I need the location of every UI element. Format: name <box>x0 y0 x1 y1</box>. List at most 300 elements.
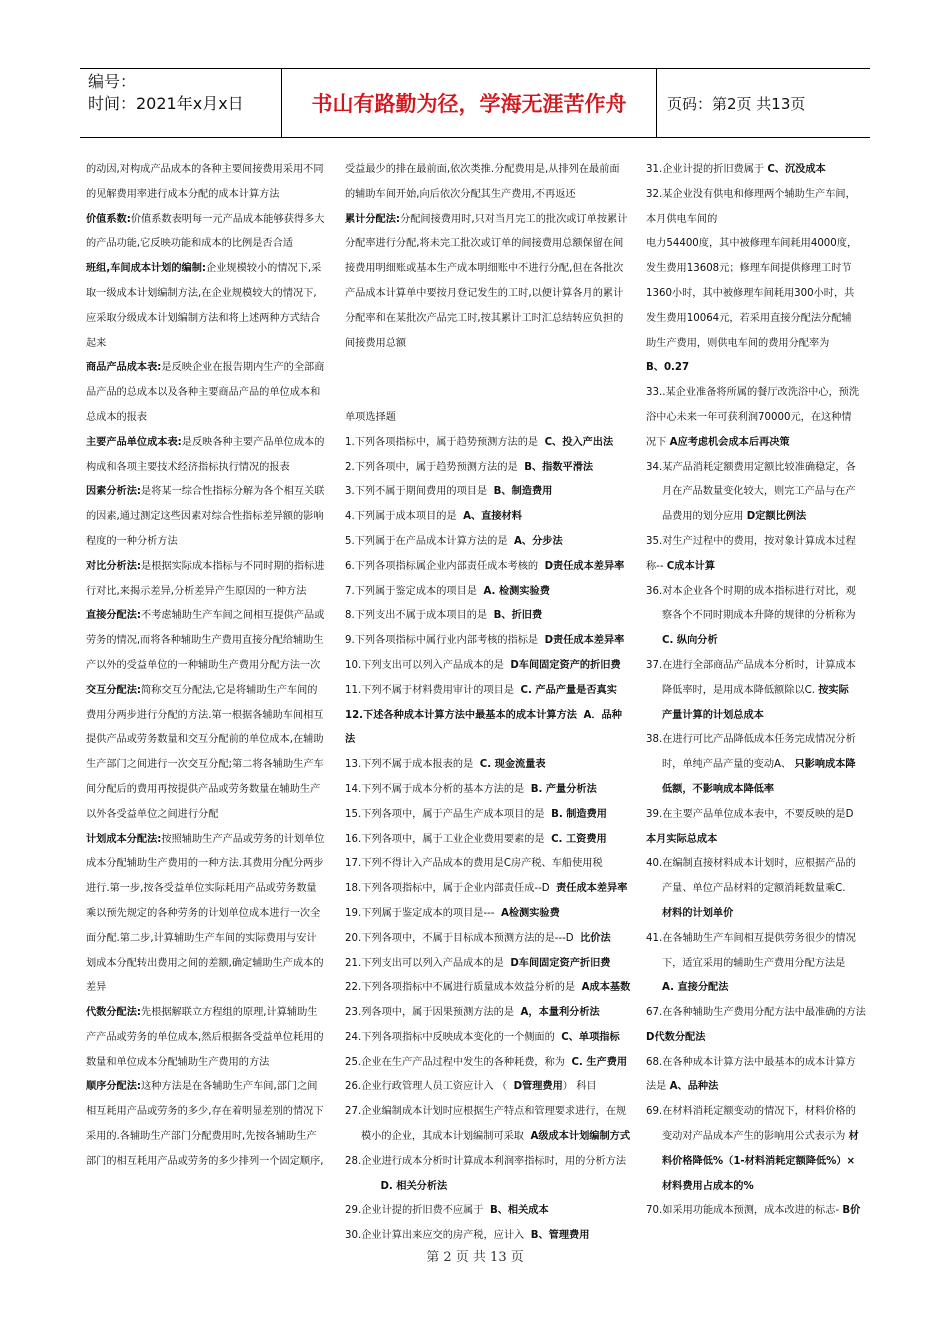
text-line <box>86 1051 331 1076</box>
text-line <box>86 505 331 530</box>
term-text: 数量和单位成本分配辅助生产费用的方法 <box>86 1056 270 1068</box>
answer-text: C、沉没成本 <box>767 164 826 175</box>
term-text: 进行.第一步,按各受益单位实际耗用产品或劳务数量 <box>86 883 317 895</box>
text-line <box>86 976 331 1001</box>
question-text: 12.下述各种成本计算方法中最基本的成本计算方法 <box>345 709 577 721</box>
term-text: 这种方法是在各辅助生产车间,部门之间 <box>141 1081 318 1093</box>
text-line <box>345 183 631 208</box>
question-line <box>345 604 631 629</box>
question-tail: ） 科目 <box>562 1081 597 1093</box>
question-text: 10.下列支出可以列入产品成本的是 <box>345 659 504 671</box>
term-text: 取一级成本计划编制方法,在企业规模较大的情况下, <box>86 287 317 299</box>
question-text: 浴中心未来一年可获利润70000元，在这种情 <box>646 411 852 423</box>
question-line <box>646 257 868 282</box>
answer-text: B. 制造费用 <box>551 808 607 820</box>
question-line <box>345 704 631 754</box>
question-text: 本月供电车间的 <box>646 213 718 225</box>
answer-text: D. 相关分析法 <box>380 1180 448 1192</box>
question-line <box>345 456 631 481</box>
motto: 书山有路勤为径，学海无涯苦作舟 <box>311 92 627 116</box>
text-line <box>86 852 331 877</box>
question-text: 34.某产品消耗定额费用定额比较准确稳定，各 <box>646 461 856 473</box>
term-text: 差异 <box>86 982 107 994</box>
question-line <box>646 604 868 629</box>
term-text: 间接费用总额 <box>345 337 407 349</box>
term-text: 应采取分级成本计划编制方法和将上述两种方式结合 <box>86 312 321 324</box>
question-line <box>345 555 631 580</box>
question-line <box>646 629 868 654</box>
question-text: 70.如采用功能成本预测，成本改进的标志- <box>646 1205 840 1217</box>
term-text: 的动因,对构成产品成本的各种主要间接费用采用不同 <box>86 164 324 175</box>
question-line <box>646 1026 868 1051</box>
question-text: 6.下列各项指标属企业内部责任成本考核的 <box>345 560 539 572</box>
question-line <box>646 1150 868 1175</box>
question-text: 5.下列属于在产品成本计算方法的是 <box>345 535 508 547</box>
question-text: 17.下列不得计入产品成本的费用是C房产税、车船使用税 <box>345 858 603 870</box>
answer-text: 比价法 <box>580 932 611 944</box>
question-line <box>646 728 868 753</box>
question-line <box>646 902 868 927</box>
text-line <box>86 456 331 481</box>
text-line <box>345 208 631 233</box>
question-line <box>646 555 868 580</box>
question-text: 27.企业编制成本计划时应根据生产特点和管理要求进行，在规 <box>345 1106 627 1118</box>
answer-text: C. 产品产量是否真实 <box>520 684 617 696</box>
term-text: 的见解费用率进行成本分配的成本计算方法 <box>86 188 280 200</box>
page-header <box>80 68 870 138</box>
text-line <box>86 828 331 853</box>
question-line <box>345 1150 631 1175</box>
answer-text: B、0.27 <box>646 362 690 374</box>
answer-text: C、单项指标 <box>561 1031 620 1043</box>
term-text: 分配率进行分配,将未完工批次或订单的间接费用总额保留在间 <box>345 238 624 250</box>
question-text: 30.企业计算出来应交的房产税，应计入 <box>345 1230 525 1242</box>
question-text: 25.企业在生产产品过程中发生的各种耗费，称为 <box>345 1056 565 1068</box>
question-text: 24.下列各项指标中反映成本变化的一个侧面的 <box>345 1031 555 1043</box>
answer-text: D责任成本差异率 <box>544 635 625 647</box>
question-line <box>646 1199 868 1224</box>
question-line <box>345 1001 631 1026</box>
question-line <box>646 282 868 307</box>
text-line <box>86 282 331 307</box>
question-line <box>646 232 868 257</box>
question-text: 时，单纯产品产量的变动A、 <box>662 759 792 771</box>
question-line <box>646 1075 868 1100</box>
question-line <box>345 1175 631 1200</box>
text-line <box>86 431 331 456</box>
question-line <box>646 1051 868 1076</box>
question-line <box>345 1199 631 1224</box>
answer-text: A成本基数 <box>581 982 631 994</box>
text-line <box>86 778 331 803</box>
answer-text: B、指数平滑法 <box>524 461 594 473</box>
question-line <box>646 1175 868 1200</box>
text-line <box>345 356 631 381</box>
question-text: 67.在各种辅助生产费用分配方法中最准确的方法 <box>646 1007 866 1019</box>
text-line <box>86 952 331 977</box>
text-line <box>345 332 631 357</box>
question-line <box>345 828 631 853</box>
answer-text: C、投入产出法 <box>544 436 614 448</box>
question-line <box>345 1100 631 1125</box>
text-line <box>345 307 631 332</box>
column-left <box>86 158 331 1175</box>
column-right <box>646 158 868 1224</box>
answer-text: A. 直接分配法 <box>662 982 729 994</box>
answer-text: 产量计算的计划总成本 <box>662 709 764 721</box>
term-text: 不考虑辅助生产车间之间相互提供产品或 <box>141 610 325 622</box>
question-text: 4.下列属于成本项目的是 <box>345 511 457 523</box>
question-text: 33..某企业准备将所属的餐厅改洗浴中心，预洗 <box>646 387 860 399</box>
question-text: 模小的企业，其成本计划编制可采取 <box>361 1131 524 1143</box>
question-line <box>646 1100 868 1125</box>
term-text: 程度的一种分析方法 <box>86 535 178 547</box>
text-line <box>86 1001 331 1026</box>
term-text: 生产部门之间进行一次交互分配;第二将各辅助生产车 <box>86 759 324 771</box>
term-label: 计划成本分配法: <box>86 833 162 845</box>
question-text: 品费用的划分应用 <box>662 511 744 523</box>
question-line <box>646 431 868 456</box>
term-label: 累计分配法: <box>345 213 401 225</box>
answer-text: D车间固定资产的折旧费 <box>510 659 621 671</box>
answer-text: A检测实验费 <box>500 907 560 919</box>
question-text: 26.企业行政管理人员工资应计入 （ <box>345 1081 508 1093</box>
term-label: 班组,车间成本计划的编制: <box>86 263 207 275</box>
answer-text: B、管理费用 <box>530 1230 590 1242</box>
question-line <box>646 952 868 977</box>
text-line <box>86 604 331 629</box>
column-middle <box>345 158 631 1249</box>
term-text: 单项选择题 <box>345 411 396 423</box>
question-text: 况下 <box>646 436 667 448</box>
answer-text: B. 产量分析法 <box>530 783 597 795</box>
text-line <box>86 902 331 927</box>
answer-text: D责任成本差异率 <box>544 560 625 572</box>
text-line <box>86 232 331 257</box>
question-text: 35.对生产过程中的费用，按对象计算成本过程 <box>646 535 856 547</box>
question-text: 助生产费用，则供电车间的费用分配率为 <box>646 337 830 349</box>
question-text: 产量、单位产品材料的定额消耗数量乘C. <box>662 883 846 895</box>
question-line <box>345 803 631 828</box>
question-text: 68.在各种成本计算方法中最基本的成本计算方 <box>646 1056 856 1068</box>
page-footer: 第 2 页 共 13 页 <box>426 1250 524 1265</box>
answer-text: D车间固定资产折旧费 <box>510 957 611 969</box>
term-text: 乘以预先规定的各种劳务的计划单位成本进行一次全 <box>86 907 321 919</box>
answer-text: 料价格降低%（1-材料消耗定额降低%）× <box>662 1155 856 1167</box>
question-line <box>345 505 631 530</box>
text-line <box>86 332 331 357</box>
text-line <box>86 580 331 605</box>
question-line <box>345 629 631 654</box>
term-text: 分配率和在某批次产品完工时,按其累计工时汇总结转应负担的 <box>345 312 624 324</box>
question-text: 32.某企业没有供电和修理两个辅助生产车间， <box>646 188 856 200</box>
answer-text: A、分步法 <box>514 535 563 547</box>
question-line <box>345 952 631 977</box>
text-line <box>86 183 331 208</box>
question-line <box>345 902 631 927</box>
question-text: 8.下列支出不属于成本项目的是 <box>345 610 488 622</box>
term-text: 分配间接费用时,只对当月完工的批次或订单按累计 <box>400 213 628 225</box>
question-line <box>646 580 868 605</box>
term-text: 总成本的报表 <box>86 411 148 423</box>
term-label: 对比分析法: <box>86 560 142 572</box>
answer-text: 材 <box>848 1131 859 1143</box>
term-text: 产以外的受益单位的一种辅助生产费用分配方法一次 <box>86 659 321 671</box>
term-text: 价值系数表明每一元产品成本能够获得多大 <box>130 213 325 225</box>
term-text: 以外各受益单位之间进行分配 <box>86 808 219 820</box>
term-text: 采用的.各辅助生产部门分配费用时,先按各辅助生产 <box>86 1131 317 1143</box>
answer-text: 材料费用占成本的% <box>662 1180 754 1192</box>
text-line <box>86 480 331 505</box>
answer-text: C成本计算 <box>666 560 716 572</box>
term-text: 行对比,来揭示差异,分析差异产生原因的一种方法 <box>86 585 307 597</box>
question-text: 41.在各辅助生产车间相互提供劳务很少的情况 <box>646 932 856 944</box>
question-line <box>345 480 631 505</box>
text-line <box>86 927 331 952</box>
term-text: 提供产品或劳务数量和交互分配前的单位成本,在辅助 <box>86 734 324 746</box>
term-label: 直接分配法: <box>86 610 142 622</box>
text-line <box>86 803 331 828</box>
text-line <box>86 629 331 654</box>
text-line <box>86 877 331 902</box>
text-line <box>345 381 631 406</box>
question-line <box>646 654 868 679</box>
term-text: 面分配.第二步,计算辅助生产车间的实际费用与安计 <box>86 932 317 944</box>
answer-text: 低额，不影响成本降低率 <box>662 783 775 795</box>
term-text: 是根据实际成本指标与不同时期的指标进 <box>141 560 325 572</box>
question-line <box>646 505 868 530</box>
question-text: 称-- <box>646 560 664 572</box>
term-text: 劳务的情况,而将各种辅助生产费用直接分配给辅助生 <box>86 635 324 647</box>
term-text: 的产品功能,它反映功能和成本的比例是否合适 <box>86 238 293 250</box>
question-text: 9.下列各项指标中属行业内部考核的指标是 <box>345 635 539 647</box>
question-text: 月在产品数量变化较大，则完工产品与在产 <box>662 486 856 498</box>
question-line <box>345 877 631 902</box>
question-line <box>646 679 868 704</box>
question-text: 22.下列各项指标中不属进行质量成本效益分析的是 <box>345 982 576 994</box>
question-line <box>345 1075 631 1100</box>
question-text: 3.下列不属于期间费用的项目是 <box>345 486 488 498</box>
question-line <box>345 976 631 1001</box>
term-text: 是反映企业在报告期内生产的全部商 <box>161 362 325 374</box>
question-line <box>646 828 868 853</box>
question-text: 降低率时，是用成本降低额除以C. <box>662 684 815 696</box>
question-line <box>345 1026 631 1051</box>
question-text: 37.在进行全部商品产品成本分析时，计算成本 <box>646 659 856 671</box>
text-line <box>86 381 331 406</box>
text-line <box>345 257 631 282</box>
answer-text: D管理费用 <box>513 1081 563 1093</box>
question-line <box>646 753 868 778</box>
answer-text: A，本量利分析法 <box>520 1007 600 1019</box>
page-number-label: 页码：第2页 共13页 <box>667 94 806 113</box>
term-label: 顺序分配法: <box>86 1081 142 1093</box>
question-line <box>345 654 631 679</box>
answer-text: B、相关成本 <box>489 1205 549 1217</box>
text-line <box>345 158 631 183</box>
answer-text: C. 工资费用 <box>551 833 607 845</box>
question-line <box>646 158 868 183</box>
question-text: 14.下列不属于成本分析的基本方法的是 <box>345 783 525 795</box>
question-text: 18.下列各项指标中，属于企业内部责任成--D <box>345 883 550 895</box>
question-line <box>646 456 868 481</box>
term-text: 是反映各种主要产品单位成本的 <box>181 436 325 448</box>
question-text: 38.在进行可比产品降低成本任务完成情况分析 <box>646 734 856 746</box>
answer-text: A级成本计划编制方式 <box>530 1131 631 1143</box>
text-line <box>86 704 331 729</box>
question-line <box>646 877 868 902</box>
question-line <box>345 927 631 952</box>
question-line <box>345 431 631 456</box>
term-text: 费用分两步进行分配的方法.第一根据各辅助车间相互 <box>86 709 324 721</box>
text-line <box>86 1075 331 1100</box>
question-text: 7.下列属于鉴定成本的项目是 <box>345 585 477 597</box>
answer-text: 材料的计划单价 <box>662 907 734 919</box>
text-line <box>345 282 631 307</box>
text-line <box>86 307 331 332</box>
question-line <box>345 679 631 704</box>
term-label: 商品产品成本表: <box>86 362 162 374</box>
term-text: 企业规模较小的情况下,采 <box>206 263 322 275</box>
answer-text: A应考虑机会成本后再决策 <box>669 436 790 448</box>
number-label: 编号： <box>88 72 137 91</box>
header-meta <box>80 69 282 137</box>
question-text: 电力54400度，其中被修理车间耗用4000度， <box>646 238 858 250</box>
text-line <box>86 1100 331 1125</box>
term-text: 简称交互分配法,它是将辅助生产车间的 <box>141 684 318 696</box>
answer-text: C. 纵向分析 <box>662 635 718 647</box>
question-line <box>646 381 868 406</box>
term-text: 品产品的总成本以及各种主要商品产品的单位成本和 <box>86 387 321 399</box>
answer-text: C. 生产费用 <box>571 1056 628 1068</box>
text-line <box>86 530 331 555</box>
question-text: 40.在编制直接材料成本计划时，应根据产品的 <box>646 858 856 870</box>
question-line <box>646 480 868 505</box>
term-text: 成本分配辅助生产费用的一种方法.其费用分配分两步 <box>86 858 324 870</box>
term-text: 的辅助车间开始,向后依次分配其生产费用,不再返还 <box>345 188 576 200</box>
answer-text: C. 现金流量表 <box>479 759 546 771</box>
answer-text: B、折旧费 <box>493 610 543 622</box>
term-text: 部门的相互耗用产品或劳务的多少排列一个固定顺序, <box>86 1155 324 1167</box>
question-line <box>646 307 868 332</box>
question-text: 法是 <box>646 1081 667 1093</box>
term-text: 是将某一综合性指标分解为各个相互关联 <box>141 486 325 498</box>
question-line <box>345 1125 631 1150</box>
text-line <box>345 232 631 257</box>
question-line <box>646 852 868 877</box>
question-text: 察各个不同时期成本升降的规律的分析称为 <box>662 610 856 622</box>
answer-text: A、品种法 <box>669 1081 719 1093</box>
question-line <box>646 332 868 357</box>
term-text: 起来 <box>86 337 107 349</box>
text-line <box>86 257 331 282</box>
answer-text: A. 检测实验费 <box>483 585 550 597</box>
term-text: 的因素,通过测定这些因素对综合性指标差异额的影响 <box>86 511 324 523</box>
term-text: 接费用明细账或基本生产成本明细账中不进行分配,但在各批次 <box>345 263 624 275</box>
text-line <box>86 158 331 183</box>
question-text: 16.下列各项中，属于工业企业费用要素的是 <box>345 833 545 845</box>
answer-text: B、制造费用 <box>493 486 553 498</box>
question-text: 20.下列各项中，不属于目标成本预测方法的是---D <box>345 932 574 944</box>
term-label: 主要产品单位成本表: <box>86 436 182 448</box>
question-line <box>345 852 631 877</box>
question-text: 13.下列不属于成本报表的是 <box>345 759 474 771</box>
answer-text: B价 <box>842 1205 861 1217</box>
question-line <box>345 753 631 778</box>
question-line <box>646 704 868 729</box>
question-text: 19.下列属于鉴定成本的项目是--- <box>345 907 495 919</box>
text-line <box>86 728 331 753</box>
question-line <box>646 356 868 381</box>
text-line <box>345 406 631 431</box>
question-text: 变动对产品成本产生的影响用公式表示为 <box>662 1131 846 1143</box>
question-line <box>646 1001 868 1026</box>
answer-text: 本月实际总成本 <box>646 833 718 845</box>
question-text: 23.列各项中，属于因果预测方法的是 <box>345 1007 515 1019</box>
question-text: 2.下列各项中，属于趋势预测方法的是 <box>345 461 518 473</box>
text-line <box>86 208 331 233</box>
question-text: 发生费用13608元；修理车间提供修理工时节 <box>646 263 852 275</box>
question-line <box>646 1125 868 1150</box>
text-line <box>86 356 331 381</box>
question-text: 发生费用10064元，若采用直接分配法分配辅 <box>646 312 852 324</box>
term-label: 因素分析法: <box>86 486 142 498</box>
text-line <box>86 679 331 704</box>
term-text: 构成和各项主要技术经济指标执行情况的报表 <box>86 461 290 473</box>
question-line <box>646 778 868 803</box>
question-text: 28.企业进行成本分析时计算成本利润率指标时，用的分析方法 <box>345 1155 627 1167</box>
question-text: 29.企业计提的折旧费不应属于 <box>345 1205 484 1217</box>
question-text: 31.企业计提的折旧费属于 <box>646 164 765 175</box>
text-line <box>86 555 331 580</box>
text-line <box>86 753 331 778</box>
question-line <box>646 530 868 555</box>
question-text: 69.在材料消耗定额变动的情况下，材料价格的 <box>646 1106 856 1118</box>
question-text: 1360小时，其中被修理车间耗用300小时，共 <box>646 287 855 299</box>
term-text: 按照辅助生产产品或劳务的计划单位 <box>161 833 325 845</box>
question-line <box>345 580 631 605</box>
header-motto-cell <box>282 69 657 137</box>
answer-text: A．品种法 <box>345 709 622 746</box>
term-text: 受益最少的排在最前面,依次类推.分配费用是,从排列在最前面 <box>345 164 620 175</box>
answer-text: 责任成本差异率 <box>556 883 628 895</box>
question-line <box>646 803 868 828</box>
time-label: 时间：2021年x月x日 <box>88 94 244 113</box>
term-label: 价值系数: <box>86 213 131 225</box>
term-text: 划成本分配转出费用之间的差额,确定辅助生产成本的 <box>86 957 324 969</box>
question-line <box>646 183 868 208</box>
text-line <box>86 654 331 679</box>
answer-text: D定额比例法 <box>746 511 807 523</box>
answer-text: 按实际 <box>818 684 849 696</box>
question-text: 11.下列不属于材料费用审计的项目是 <box>345 684 515 696</box>
question-line <box>345 530 631 555</box>
term-text: 产产品或劳务的单位成本,然后根据各受益单位耗用的 <box>86 1031 324 1043</box>
question-line <box>345 778 631 803</box>
question-line <box>646 927 868 952</box>
term-text: 先根据解联立方程组的原理,计算辅助生 <box>141 1007 318 1019</box>
question-line <box>646 406 868 431</box>
text-line <box>86 406 331 431</box>
term-text: 间分配后的费用再按提供产品或劳务数量在辅助生产 <box>86 783 321 795</box>
answer-text: 只影响成本降 <box>794 759 856 771</box>
question-text: 1.下列各项指标中，属于趋势预测方法的是 <box>345 436 539 448</box>
answer-text: D代数分配法 <box>646 1031 706 1043</box>
question-text: 15.下列各项中，属于产品生产成本项目的是 <box>345 808 545 820</box>
question-text: 21.下列支出可以列入产品成本的是 <box>345 957 504 969</box>
term-text: 相互耗用产品或劳务的多少,存在着明显差别的情况下 <box>86 1106 324 1118</box>
question-line <box>646 976 868 1001</box>
